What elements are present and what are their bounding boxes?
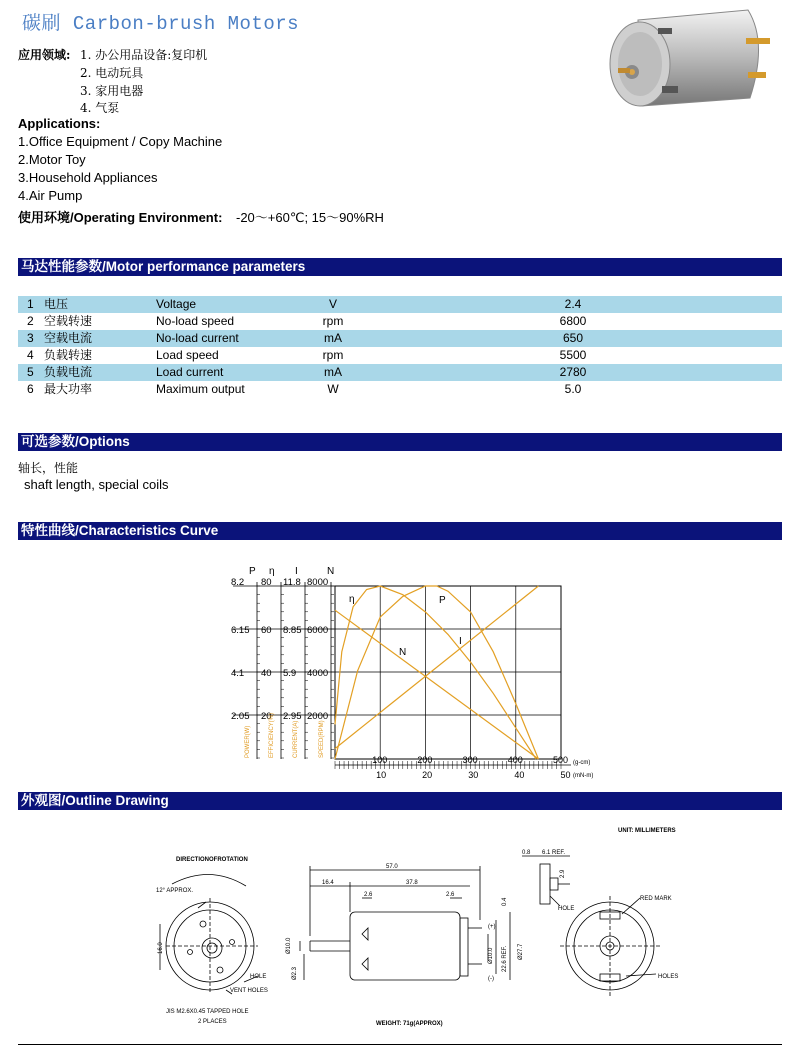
drawing-terminal-hole: HOLE: [558, 906, 575, 912]
section-options: 可选参数/Options: [18, 433, 782, 451]
applications-cn-item-3: 3. 家用电器: [80, 84, 144, 98]
x-tick-gcm: 300: [462, 755, 478, 765]
x-tick-gcm: 500: [553, 755, 569, 765]
characteristics-chart: [215, 562, 605, 784]
drawing-holes: HOLES: [658, 974, 679, 980]
axis-tick-label: 6.15: [231, 625, 250, 636]
parameter-row: [18, 347, 782, 364]
environment-label: 使用环境/Operating Environment:: [18, 210, 223, 225]
environment-value: -20～+60℃; 15～90%RH: [236, 210, 384, 225]
dim-2-6a: 2.6: [364, 892, 373, 898]
applications-cn-item-1: 1. 办公用品设备:复印机: [80, 48, 208, 62]
axis-tick-label: 80: [261, 577, 272, 588]
applications-cn-item-4: 4. 气泵: [80, 101, 120, 115]
drawing-approx-angle: 12° APPROX.: [156, 888, 194, 894]
axis-tick-label: 2.95: [283, 711, 302, 722]
page-title: 碳刷 Carbon-brush Motors: [22, 13, 300, 35]
axis-name: EFFICIENCY(%): [269, 713, 275, 758]
applications-en-item-3: 3.Household Appliances: [18, 170, 158, 185]
parameter-value: 6800: [559, 314, 587, 328]
axis-tick-label: 8.85: [283, 625, 302, 636]
dim-0-4: 0.4: [502, 897, 508, 906]
parameter-en: Maximum output: [156, 382, 245, 396]
axis-tick-label: 60: [261, 625, 272, 636]
parameter-value: 650: [562, 331, 584, 345]
dim-0-8: 0.8: [522, 850, 531, 856]
axis-name: POWER(W): [245, 725, 251, 758]
dim-phi-10b: Ø10.0: [488, 947, 494, 964]
parameter-row: [18, 330, 782, 347]
axis-tick-label: 11.8: [283, 577, 301, 588]
parameter-value: 2.4: [564, 297, 582, 311]
drawing-hole: HOLE: [250, 974, 267, 980]
parameter-en: Load current: [156, 365, 224, 379]
axis-tick-label: 6000: [307, 625, 329, 636]
x-unit-gcm: (g-cm): [573, 760, 591, 766]
x-unit-mnm: (mN-m): [573, 773, 594, 779]
terminal-plus: (+): [488, 924, 496, 930]
drawing-weight: WEIGHT: 71g(APPROX): [376, 1021, 443, 1027]
drawing-unit: UNIT: MILLIMETERS: [618, 828, 676, 834]
x-tick-mnm: 50: [560, 770, 571, 780]
parameter-row: [18, 296, 782, 313]
motor-photo: [598, 2, 776, 114]
parameter-unit: mA: [324, 331, 342, 345]
applications-cn-item-2: 2. 电动玩具: [80, 66, 144, 80]
x-tick-mnm: 40: [514, 770, 525, 780]
applications-cn-label: 应用领域:: [18, 48, 71, 62]
axis-tick-label: 8000: [307, 577, 329, 588]
section-outline: 外观图/Outline Drawing: [18, 792, 782, 810]
series-label: P: [439, 595, 446, 606]
options-cn: 轴长，性能: [18, 461, 79, 475]
parameter-cn: 空载转速: [44, 314, 93, 328]
axis-name: CURRENT(A): [293, 720, 299, 758]
options-en: shaft length, special coils: [24, 477, 169, 492]
axis-tick-label: 2.05: [231, 711, 250, 722]
parameter-no: 3: [27, 331, 34, 345]
series-label: N: [399, 647, 407, 658]
plot-frame: [335, 586, 561, 759]
parameter-en: No-load speed: [156, 314, 235, 328]
dim-6-1: 6.1 REF.: [542, 850, 566, 856]
x-tick-gcm: 400: [507, 755, 523, 765]
x-tick-gcm: 200: [417, 755, 433, 765]
axis-tick-label: 4000: [307, 668, 329, 679]
section-curve: 特性曲线/Characteristics Curve: [18, 522, 782, 540]
x-tick-mnm: 30: [468, 770, 479, 780]
series-P-line: [335, 586, 538, 759]
dim-phi-2-3: Ø2.3: [292, 966, 298, 980]
series-label: I: [459, 636, 462, 647]
parameter-unit: V: [328, 297, 337, 311]
parameter-cn: 空载电流: [44, 331, 93, 345]
axis-tick-label: 4.1: [231, 668, 245, 679]
parameter-value: 5.0: [564, 382, 582, 396]
x-tick-gcm: 100: [372, 755, 388, 765]
drawing-tapped: JIS M2.6X0.45 TAPPED HOLE: [166, 1009, 249, 1015]
parameter-en: Load speed: [156, 348, 219, 362]
parameter-no: 5: [27, 365, 34, 379]
parameter-no: 1: [27, 297, 34, 311]
drawing-red-mark: RED MARK: [640, 896, 672, 902]
parameter-unit: rpm: [322, 348, 344, 362]
applications-en-item-2: 2.Motor Toy: [18, 152, 86, 167]
chart-top-label: N: [327, 566, 335, 577]
dim-2-6b: 2.6: [446, 892, 455, 898]
parameter-cn: 负载电流: [44, 365, 93, 379]
parameter-no: 4: [27, 348, 34, 362]
parameter-cn: 负载转速: [44, 348, 93, 362]
dim-37-8: 37.8: [406, 880, 418, 886]
dim-57: 57.0: [386, 864, 398, 870]
dim-16-0: 16.0: [158, 942, 164, 954]
dim-16-4: 16.4: [322, 880, 334, 886]
drawing-direction: DIRECTIONOFROTATION: [176, 857, 248, 863]
drawing-places: 2 PLACES: [198, 1019, 227, 1025]
section-performance: 马达性能参数/Motor performance parameters: [18, 258, 782, 276]
axis-tick-label: 2000: [307, 711, 329, 722]
parameter-no: 2: [27, 314, 34, 328]
axis-tick-label: 5.9: [283, 668, 297, 679]
applications-en-item-1: 1.Office Equipment / Copy Machine: [18, 134, 223, 149]
axis-tick-label: 20: [261, 711, 272, 722]
parameter-row: [18, 313, 782, 330]
parameter-cn: 最大功率: [44, 382, 93, 396]
axis-name: SPEED(RPM): [319, 720, 325, 758]
parameter-no: 6: [27, 382, 34, 396]
parameter-value: 2780: [559, 365, 587, 379]
dim-22-6: 22.6 REF.: [502, 945, 508, 972]
chart-top-label: I: [295, 566, 298, 577]
parameter-en: No-load current: [156, 331, 239, 345]
x-tick-mnm: 10: [376, 770, 387, 780]
terminal-minus: (-): [488, 976, 494, 982]
parameter-en: Voltage: [156, 297, 197, 311]
dim-phi-27-7: Ø27.7: [518, 943, 524, 960]
applications-en-label: Applications:: [18, 116, 101, 131]
series-label: η: [349, 594, 355, 605]
dim-phi-10a: Ø10.0: [286, 937, 292, 954]
drawing-vent-holes: VENT HOLES: [230, 988, 268, 994]
axis-tick-label: 8.2: [231, 577, 245, 588]
bottom-divider: [18, 1044, 782, 1045]
applications-en-item-4: 4.Air Pump: [18, 188, 83, 203]
parameter-cn: 电压: [44, 297, 69, 311]
parameter-row: [18, 381, 782, 398]
series-I-line: [335, 586, 538, 749]
parameter-unit: mA: [324, 365, 342, 379]
parameter-row: [18, 364, 782, 381]
parameter-unit: W: [327, 382, 339, 396]
parameter-unit: rpm: [322, 314, 344, 328]
outline-drawing: [150, 824, 710, 1032]
chart-top-label: P: [249, 566, 256, 577]
parameter-value: 5500: [559, 348, 587, 362]
axis-tick-label: 40: [261, 668, 272, 679]
dim-2-9: 2.9: [560, 869, 566, 878]
x-tick-mnm: 20: [422, 770, 433, 780]
chart-top-label: η: [269, 566, 275, 577]
